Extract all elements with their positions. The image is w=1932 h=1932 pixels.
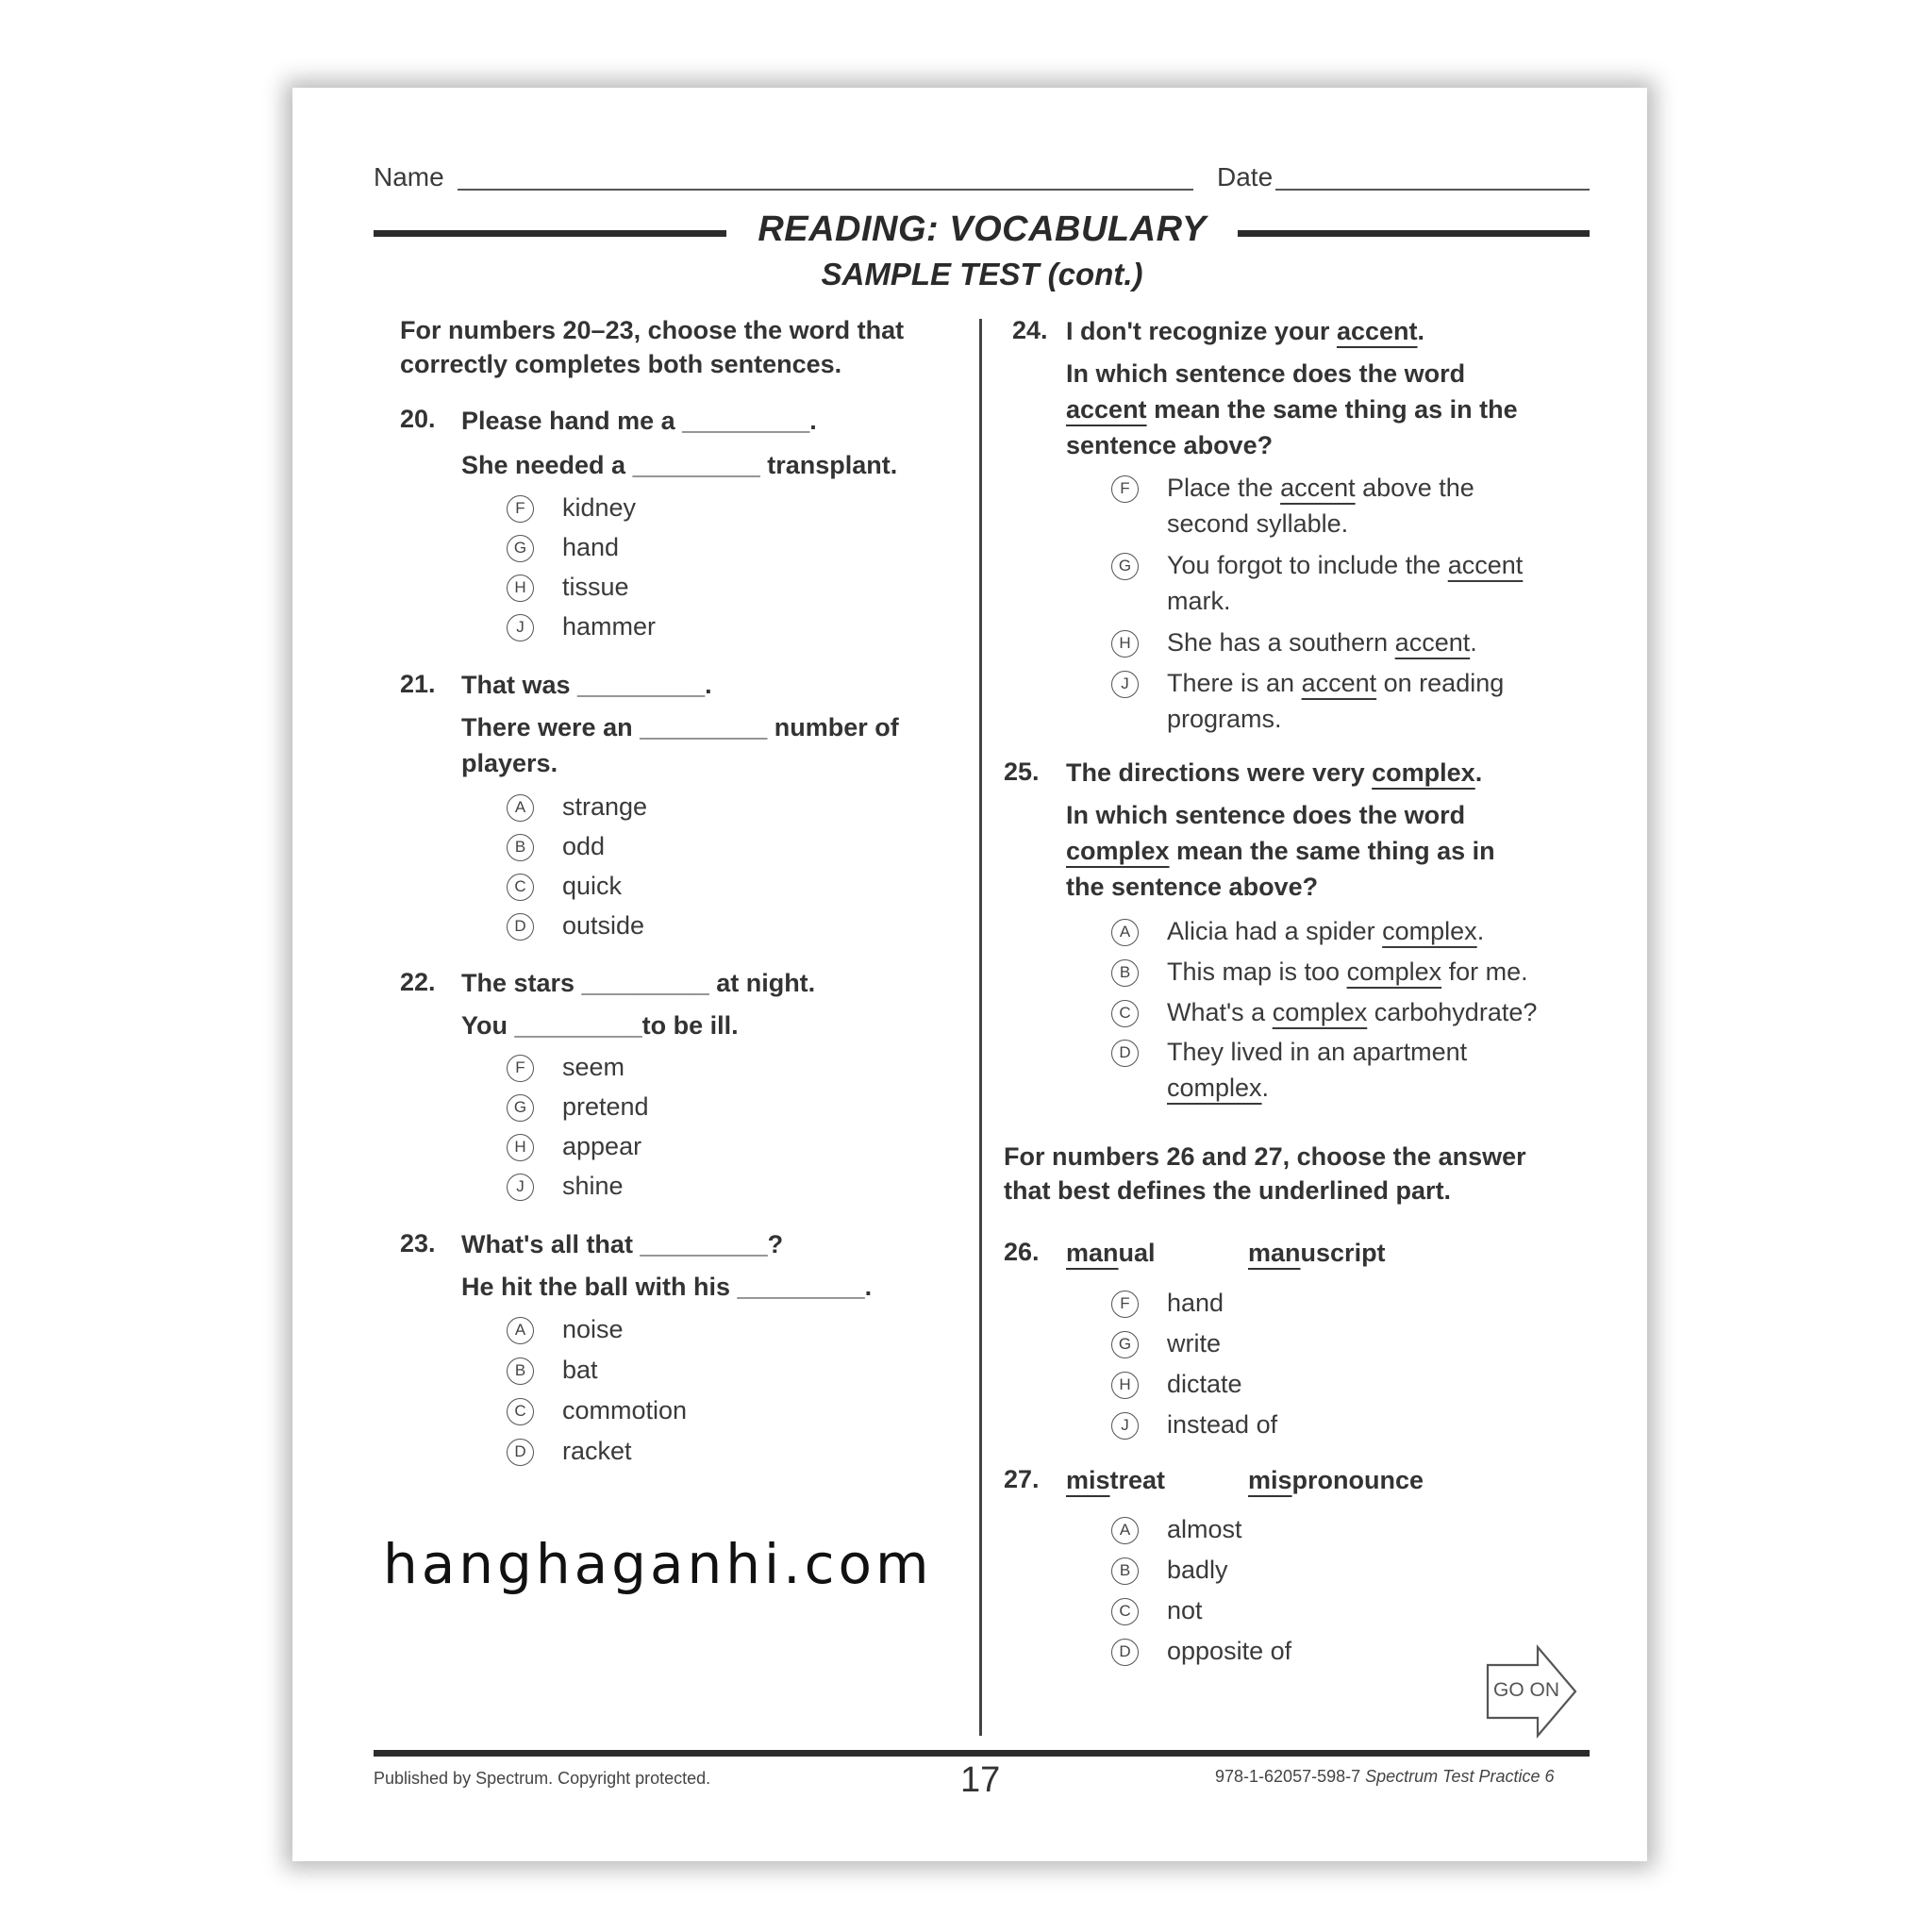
page-subtitle: SAMPLE TEST (cont.) [821, 257, 1143, 291]
answer-option: commotion [562, 1396, 688, 1424]
footer-rule [374, 1750, 1590, 1757]
word-part-1 [1066, 1235, 1156, 1271]
answer-bubble[interactable]: J [1111, 671, 1139, 698]
option-text: . [1476, 917, 1485, 945]
answer-option: instead of [1167, 1410, 1278, 1439]
question-sentence: You _________to be ill. [461, 1011, 739, 1040]
answer-bubble[interactable]: D [1111, 1639, 1139, 1666]
answer-bubble[interactable]: A [507, 794, 534, 822]
answer-option: odd [562, 832, 606, 860]
answer-bubble[interactable]: C [1111, 1000, 1139, 1027]
question-sentence: That was _________. [461, 671, 712, 699]
answer-option: hand [1167, 1289, 1224, 1317]
answer-option: shine [562, 1172, 624, 1200]
instructions-20-23: For numbers 20–23, choose the word that correctly completes both sentences. [400, 316, 905, 378]
answer-option [1167, 470, 1474, 506]
stem-text: I don't recognize your [1066, 317, 1337, 345]
answer-option: seem [562, 1053, 625, 1081]
title-rule-left [374, 230, 726, 237]
answer-option: badly [1167, 1556, 1228, 1584]
answer-option-line2: programs. [1167, 705, 1282, 733]
answer-option: opposite of [1167, 1637, 1292, 1665]
answer-option [1167, 547, 1523, 583]
underlined-word: accent [1394, 628, 1471, 657]
answer-option: bat [562, 1356, 598, 1384]
word-rest: pronounce [1291, 1466, 1424, 1494]
watermark-text: hanghaganhi.com [383, 1532, 933, 1596]
series-title: Spectrum Test Practice 6 [1365, 1767, 1555, 1786]
option-text: above the [1355, 474, 1474, 502]
answer-option: almost [1167, 1515, 1242, 1543]
answer-bubble[interactable]: J [507, 614, 534, 641]
answer-option: not [1167, 1596, 1203, 1624]
question-prompt [1066, 833, 1495, 869]
answer-bubble[interactable]: A [1111, 1517, 1139, 1544]
instructions-26-27: For numbers 26 and 27, choose the answer that best defines the underlined part. [1004, 1142, 1526, 1205]
answer-option [1167, 954, 1528, 990]
answer-option: outside [562, 911, 645, 940]
question-sentence: Please hand me a _________. [461, 407, 817, 435]
book-info [1215, 1767, 1555, 1787]
date-line [1275, 189, 1590, 191]
prompt-text: mean the same thing as in [1169, 837, 1495, 865]
answer-bubble[interactable]: B [1111, 959, 1139, 987]
option-text: . [1470, 628, 1477, 657]
answer-option-line2: complex. [1167, 1074, 1270, 1102]
answer-option: pretend [562, 1092, 649, 1121]
title-rule-right [1238, 230, 1590, 237]
option-text: There is an [1167, 669, 1302, 697]
answer-bubble[interactable]: B [507, 834, 534, 861]
word-part-2 [1248, 1235, 1386, 1271]
answer-bubble[interactable]: J [507, 1174, 534, 1201]
column-divider [979, 319, 982, 1736]
question-number: 24. [1012, 316, 1048, 344]
go-on-label: GO ON [1493, 1679, 1560, 1701]
answer-option: quick [562, 872, 623, 900]
answer-option: strange [562, 792, 648, 821]
question-number: 21. [400, 670, 436, 698]
word-rest: treat [1109, 1466, 1166, 1494]
option-text: Alicia had a spider [1167, 917, 1383, 945]
publisher-note: Published by Spectrum. Copyright protected. [374, 1769, 711, 1788]
word-rest: ual [1118, 1239, 1156, 1267]
question-prompt: In which sentence does the word [1066, 359, 1466, 388]
stem-text: . [1474, 758, 1483, 787]
question-sentence: She needed a _________ transplant. [461, 451, 898, 479]
stem-text: . [1417, 317, 1425, 345]
answer-bubble[interactable]: H [507, 1134, 534, 1161]
question-sentence: players. [461, 749, 558, 777]
stem-text: The directions were very [1066, 758, 1373, 787]
answer-option-line2: mark. [1167, 587, 1231, 615]
underlined-part: man [1066, 1239, 1119, 1267]
answer-option: They lived in an apartment [1167, 1038, 1468, 1066]
answer-option: hand [562, 533, 620, 561]
answer-bubble[interactable]: F [1111, 475, 1139, 503]
answer-bubble[interactable]: J [1111, 1412, 1139, 1440]
question-prompt: sentence above? [1066, 431, 1274, 459]
isbn: 978-1-62057-598-7 [1215, 1767, 1361, 1786]
question-sentence: What's all that _________? [461, 1230, 784, 1258]
option-text: on reading [1376, 669, 1505, 697]
answer-bubble[interactable]: A [507, 1317, 534, 1344]
option-text: She has a southern [1167, 628, 1395, 657]
answer-bubble[interactable]: F [507, 495, 534, 523]
question-number: 22. [400, 968, 436, 996]
question-prompt: the sentence above? [1066, 873, 1319, 901]
answer-bubble[interactable]: G [507, 1094, 534, 1122]
answer-bubble[interactable]: D [507, 913, 534, 941]
answer-bubble[interactable]: H [507, 575, 534, 602]
question-number: 27. [1004, 1465, 1040, 1493]
underlined-word: complex [1272, 998, 1368, 1026]
answer-option: racket [562, 1437, 632, 1465]
answer-bubble[interactable]: G [507, 535, 534, 562]
answer-bubble[interactable]: C [507, 874, 534, 901]
answer-option [1167, 994, 1537, 1030]
answer-bubble[interactable]: B [507, 1357, 534, 1385]
question-number: 25. [1004, 758, 1040, 786]
page-number: 17 [960, 1760, 1001, 1800]
date-label: Date [1217, 162, 1274, 192]
prompt-text: mean the same thing as in the [1146, 395, 1518, 424]
underlined-word: accent [1301, 669, 1377, 697]
word-rest: uscript [1300, 1239, 1386, 1267]
option-text: for me. [1441, 958, 1528, 986]
answer-bubble[interactable]: A [1111, 919, 1139, 946]
answer-bubble[interactable]: C [507, 1398, 534, 1425]
answer-option [1167, 913, 1484, 949]
answer-bubble[interactable]: F [1111, 1291, 1139, 1318]
underlined-word: complex [1167, 1074, 1262, 1102]
option-text: This map is too [1167, 958, 1347, 986]
question-sentence: There were an _________ number of [461, 713, 899, 741]
underlined-word: accent [1280, 474, 1356, 502]
question-prompt: In which sentence does the word [1066, 801, 1466, 829]
answer-option: write [1167, 1329, 1222, 1357]
answer-option [1167, 625, 1477, 660]
word-part-2 [1248, 1462, 1424, 1498]
option-text: You forgot to include the [1167, 551, 1448, 579]
underlined-word: accent [1336, 317, 1418, 345]
answer-bubble[interactable]: B [1111, 1557, 1139, 1585]
answer-bubble[interactable]: H [1111, 630, 1139, 658]
underlined-part: man [1248, 1239, 1301, 1267]
underlined-word: complex [1346, 958, 1442, 986]
answer-option: dictate [1167, 1370, 1242, 1398]
underlined-word: complex [1382, 917, 1477, 945]
answer-bubble[interactable]: D [1111, 1040, 1139, 1067]
page-title: READING: VOCABULARY [758, 209, 1207, 249]
underlined-word: accent [1066, 395, 1147, 424]
underlined-part: mis [1066, 1466, 1110, 1494]
answer-bubble[interactable]: G [1111, 1331, 1139, 1358]
answer-option-line2: second syllable. [1167, 509, 1349, 538]
question-sentence: The stars _________ at night. [461, 969, 816, 997]
question-stem [1066, 313, 1424, 349]
question-number: 20. [400, 405, 436, 433]
answer-bubble[interactable]: C [1111, 1598, 1139, 1625]
answer-option: appear [562, 1132, 642, 1160]
answer-option: noise [562, 1315, 624, 1343]
question-stem [1066, 755, 1482, 791]
answer-option [1167, 665, 1504, 701]
underlined-word: complex [1066, 837, 1170, 865]
question-number: 23. [400, 1229, 436, 1257]
underlined-word: accent [1447, 551, 1524, 579]
option-text: Place the [1167, 474, 1281, 502]
option-text: What's a [1167, 998, 1273, 1026]
name-line [458, 189, 1193, 191]
answer-bubble[interactable]: H [1111, 1372, 1139, 1399]
underlined-word: complex [1372, 758, 1475, 787]
answer-bubble[interactable]: G [1111, 553, 1139, 580]
answer-option: tissue [562, 573, 629, 601]
answer-option: kidney [562, 493, 637, 522]
question-prompt [1066, 391, 1518, 427]
option-text: carbohydrate? [1367, 998, 1538, 1026]
answer-bubble[interactable]: D [507, 1439, 534, 1466]
question-number: 26. [1004, 1238, 1040, 1266]
name-label: Name [374, 162, 444, 192]
underlined-part: mis [1248, 1466, 1292, 1494]
answer-bubble[interactable]: F [507, 1055, 534, 1082]
word-part-1 [1066, 1462, 1165, 1498]
answer-option: hammer [562, 612, 657, 641]
question-sentence: He hit the ball with his _________. [461, 1273, 873, 1301]
